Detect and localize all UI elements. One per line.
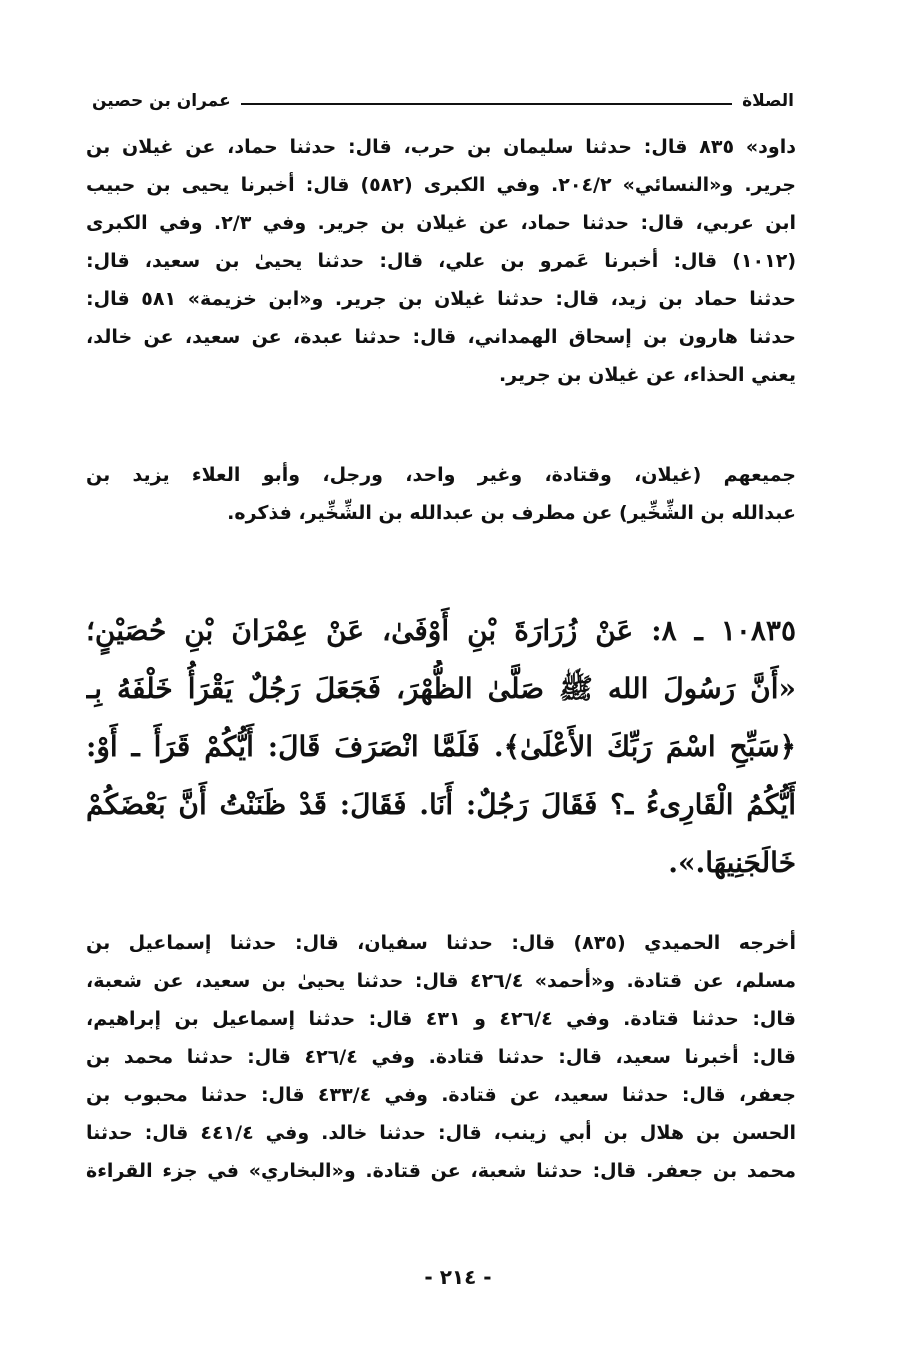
footnote-line: (١٠١٢) قال: أخبرنا عَمرو بن علي، قال: حدثنا يحيىٰ بن سعيد، قال:	[86, 250, 796, 272]
header-chapter-title: الصلاة	[742, 91, 794, 111]
summary-line: جميعهم (غيلان، وقتادة، وغير واحد، ورجل، وأبو العلاء يزيد بن	[86, 464, 796, 486]
hadith-text	[86, 602, 796, 892]
header-section-title: عمران بن حصين	[92, 91, 231, 111]
footnote-line: جعفر، قال: حدثنا سعيد، عن قتادة. وفي ٤٣٣/٤ قال: حدثنا محبوب بن	[86, 1084, 796, 1106]
summary-line: عبدالله بن الشِّخِّير) عن مطرف بن عبدالله بن الشِّخِّير، فذكره.	[227, 502, 796, 524]
footnote-line: حدثنا هارون بن إسحاق الهمداني، قال: حدثنا عبدة، عن سعيد، عن خالد،	[86, 326, 796, 348]
footnote-line: قال: حدثنا قتادة. وفي ٤٢٦/٤ و ٤٣١ قال: حدثنا إسماعيل بن إبراهيم،	[86, 1008, 796, 1030]
footnote-line: يعني الحذاء، عن غيلان بن جرير.	[498, 364, 796, 386]
footnote-line: الحسن بن هلال بن أبي زينب، قال: حدثنا خالد. وفي ٤٤١/٤ قال: حدثنا	[86, 1122, 796, 1144]
top-footnote	[86, 128, 796, 394]
hadith-line: خَالَجَنِيهَا.».	[668, 846, 796, 879]
footnote-line: ابن عربي، قال: حدثنا حماد، عن غيلان بن جرير. وفي ٢/٣. وفي الكبرى	[86, 212, 796, 234]
hadith-line: ﴿سَبِّحِ اسْمَ رَبِّكَ الأَعْلَىٰ﴾. فَلَمَّا انْصَرَفَ قَالَ: أَيُّكُمْ قَرَأَ ـ أَوْ:	[86, 730, 796, 763]
footnote-line: قال: أخبرنا سعيد، قال: حدثنا قتادة. وفي ٤٢٦/٤ قال: حدثنا محمد بن	[86, 1046, 796, 1068]
footnote-line: محمد بن جعفر. قال: حدثنا شعبة، عن قتادة. و«البخاري» في جزء القراءة	[86, 1160, 796, 1182]
footnote-line: مسلم، عن قتادة. و«أحمد» ٤٢٦/٤ قال: حدثنا يحيىٰ بن سعيد، عن شعبة،	[86, 970, 796, 992]
footnote-line: جرير. و«النسائي» ٢٠٤/٢. وفي الكبرى (٥٨٢) قال: أخبرنا يحيى بن حبيب	[86, 174, 796, 196]
page-number: - ٢١٤ -	[424, 1265, 492, 1289]
hadith-line: «أَنَّ رَسُولَ الله ﷺ صَلَّىٰ الظُّهْرَ، فَجَعَلَ رَجُلٌ يَقْرَأُ خَلْفَهُ بِـ	[86, 672, 796, 705]
header-rule	[241, 103, 732, 105]
hadith-line: ١٠٨٣٥ ـ ٨: عَنْ زُرَارَةَ بْنِ أَوْفَىٰ، عَنْ عِمْرَانَ بْنِ حُصَيْنٍ؛	[86, 614, 796, 647]
bottom-footnote	[86, 924, 796, 1190]
footnote-line: أخرجه الحميدي (٨٣٥) قال: حدثنا سفيان، قال: حدثنا إسماعيل بن	[86, 932, 796, 954]
footnote-line: داود» ٨٣٥ قال: حدثنا سليمان بن حرب، قال: حدثنا حماد، عن غيلان بن	[86, 136, 796, 158]
hadith-line: أَيُّكُمُ الْقَارِىءُ ـ؟ فَقَالَ رَجُلٌ: أَنَا. فَقَالَ: قَدْ ظَنَنْتُ أَنَّ بَعْضَكُمْ	[86, 788, 796, 821]
footnote-line: حدثنا حماد بن زيد، قال: حدثنا غيلان بن جرير. و«ابن خزيمة» ٥٨١ قال:	[86, 288, 796, 310]
top-footnote-summary	[86, 456, 796, 532]
running-header	[92, 86, 794, 116]
